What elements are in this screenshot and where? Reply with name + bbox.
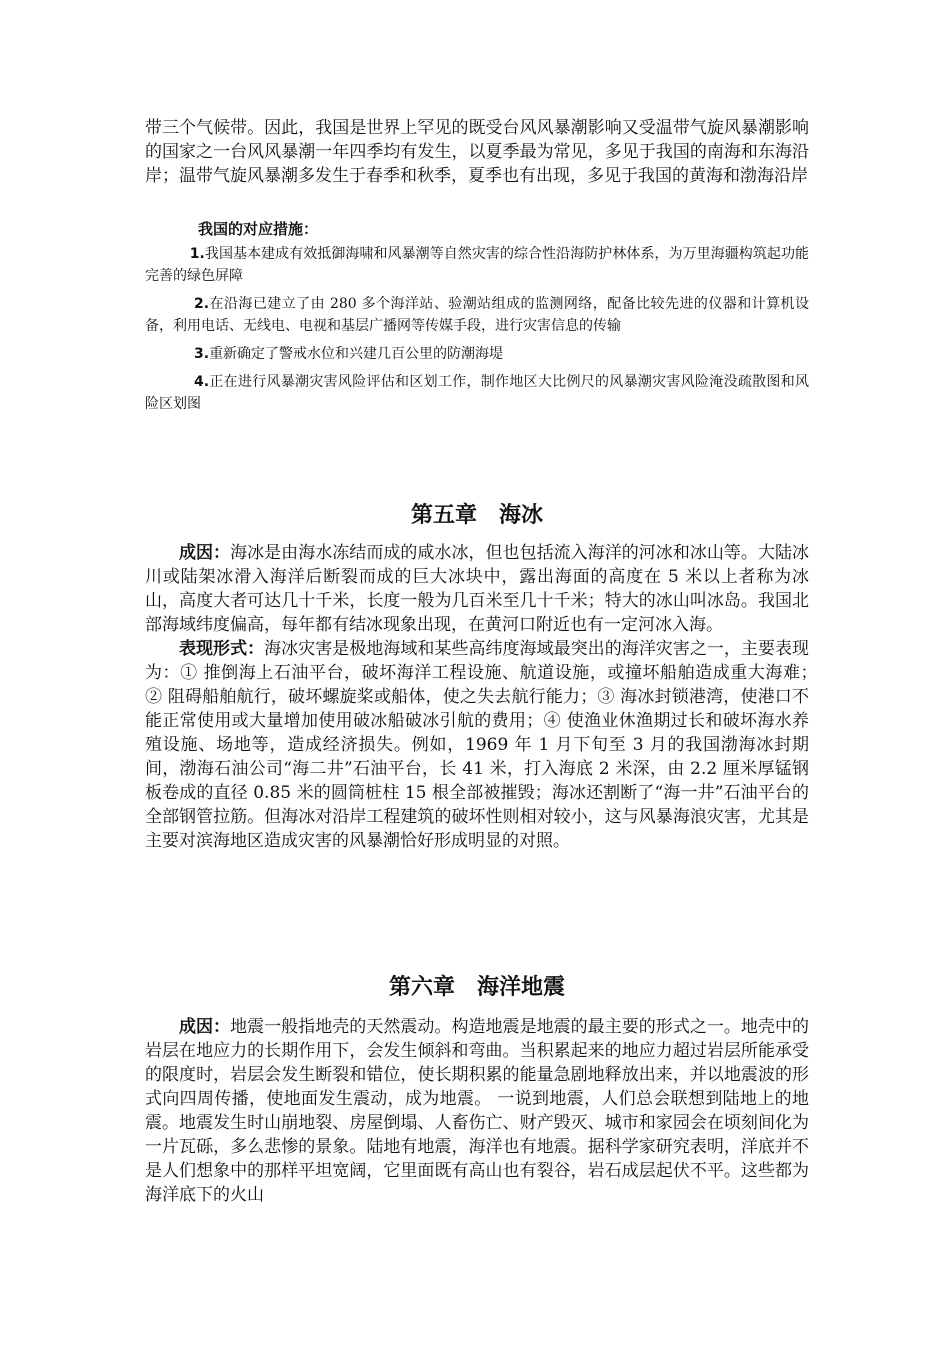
measure-text-4: 正在进行风暴潮灾害风险评估和区划工作，制作地区大比例尺的风暴潮灾害风险淹没疏散图和风险区划图 <box>145 374 809 412</box>
chapter6-cause-label: 成因： <box>179 1017 231 1037</box>
chapter6-cause-text: 地震一般指地壳的天然震动。构造地震是地震的最主要的形式之一。地壳中的岩层在地应力的长期作用下，会发生倾斜和弯曲。当积累起来的地应力超过岩层所能承受的限度时，岩层会发生断裂和错位，使长期积累的能量急剧地释放出来，并以地震波的形式向四周传播，使地面发生震动，成为地震。 一说到地震，人们总会联想到陆地上的地震。地震发生时山崩地裂、房屋倒塌、人畜伤亡、财产毁灭、城市和家园会在顷刻间化为一片瓦砾，多么悲惨的景象。陆地有地震，海洋也有地震。据科学家研究表明，洋底并不是人们想象中的那样平坦宽阔，它里面既有高山也有裂谷，岩石成层起伏不平。这些都为海洋底下的火山 <box>145 1017 810 1205</box>
measure-number-2: 2. <box>194 296 210 312</box>
chapter5-form-text: 海冰灾害是极地海域和某些高纬度海域最突出的海洋灾害之一，主要表现为：① 推倒海上石油平台，破坏海洋工程设施、航道设施，或撞坏船舶造成重大海难； ② 阻碍船舶航行，破坏螺旋桨或船体，使之失去航行能力；③ 海冰封锁港湾，使港口不能正常使用或大量增加使用破冰船破冰引航的费用；④ 使渔业休渔期过长和破坏海水养殖设施、场地等，造成经济损失。例如，1969 年 1 月下旬至 3 月的我国渤海冰封期间，渤海石油公司“海二井”石油平台，长 41 米，打入海底 2 米深，由 2.2 厘米厚锰钢板卷成的直径 0.85 米的圆筒桩柱 15 根全部被摧毁；海冰还割断了“海一井”石油平台的全部钢管拉筋。但海冰对沿岸工程建筑的破坏性则相对较小，这与风暴海浪灾害，尤其是主要对滨海地区造成灾害的风暴潮恰好形成明显的对照。 <box>145 639 826 851</box>
chapter6-cause-paragraph <box>145 1015 809 1207</box>
chapter5-form-label: 表现形式： <box>179 639 265 659</box>
chapter5-form-paragraph <box>145 637 826 853</box>
chapter5-cause-paragraph <box>145 541 809 637</box>
measure-item-2 <box>145 293 809 337</box>
measure-text-3: 重新确定了警戒水位和兴建几百公里的防潮海堤 <box>209 346 504 362</box>
measure-text-2: 在沿海已建立了由 280 多个海洋站、验潮站组成的监测网络，配备比较先进的仪器和计算机设备，利用电话、无线电、电视和基层广播网等传媒手段，进行灾害信息的传输 <box>145 296 809 334</box>
measures-section <box>145 218 809 415</box>
measure-text-1: 我国基本建成有效抵御海啸和风暴潮等自然灾害的综合性沿海防护林体系，为万里海疆构筑起功能完善的绿色屏障 <box>145 246 809 284</box>
chapter6-body <box>145 1015 809 1207</box>
intro-paragraph: 带三个气候带。因此，我国是世界上罕见的既受台风风暴潮影响又受温带气旋风暴潮影响的国家之一台风风暴潮一年四季均有发生，以夏季最为常见，多见于我国的南海和东海沿岸；温带气旋风暴潮多发生于春季和秋季，夏季也有出现，多见于我国的黄海和渤海沿岸 <box>145 118 809 186</box>
measure-item-3 <box>145 343 809 365</box>
chapter5-cause-text: 海冰是由海水冻结而成的咸水冰，但也包括流入海洋的河冰和冰山等。大陆冰川或陆架冰滑入海洋后断裂而成的巨大冰块中，露出海面的高度在 5 米以上者称为冰山，高度大者可达几十千米，长度一般为几百米至几十千米；特大的冰山叫冰岛。我国北部海域纬度偏高，每年都有结冰现象出现，在黄河口附近也有一定河冰入海。 <box>145 543 810 635</box>
measure-number-1: 1. <box>189 246 205 262</box>
chapter6-title: 第六章 海洋地震 <box>388 975 565 1000</box>
measure-number-4: 4. <box>194 374 210 390</box>
measure-number-3: 3. <box>194 346 210 362</box>
measure-item-4 <box>145 371 809 415</box>
intro-section <box>145 116 809 188</box>
measures-heading: 我国的对应措施： <box>198 220 319 238</box>
chapter5-title: 第五章 海冰 <box>410 503 543 528</box>
chapter5-cause-label: 成因： <box>179 543 231 563</box>
chapter5-body <box>145 541 826 853</box>
measure-item-1 <box>145 243 809 287</box>
